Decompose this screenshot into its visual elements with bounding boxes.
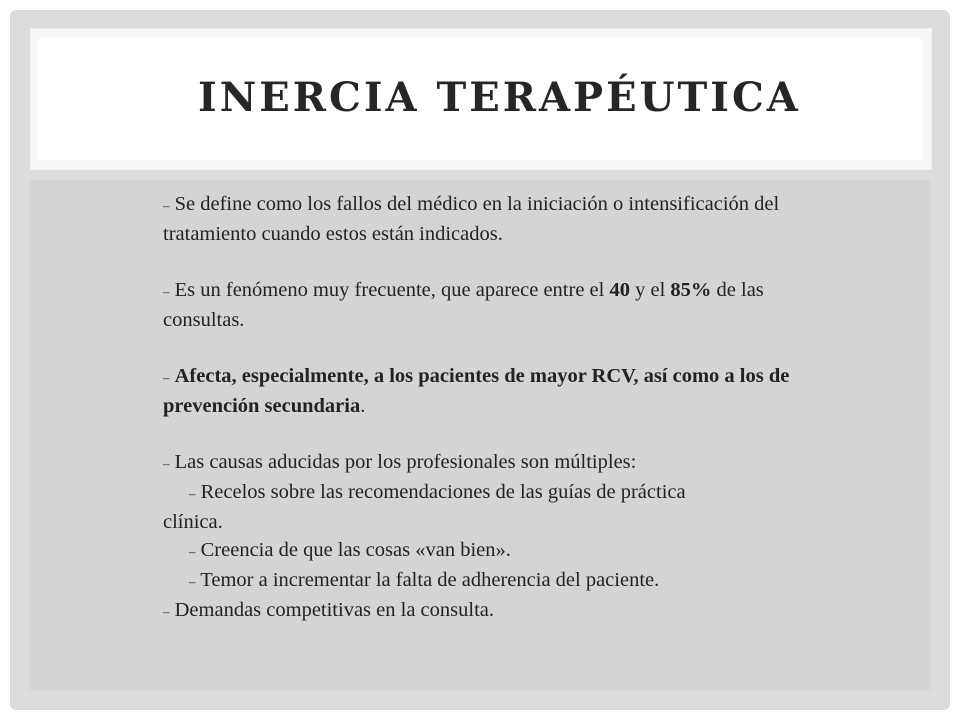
bullet-demands-text: Demandas competitivas en la consulta. bbox=[174, 599, 494, 621]
sub-bullet-adherence-text: Temor a incrementar la falta de adherencia del paciente. bbox=[200, 569, 660, 591]
sub-bullet-guidelines-continued: clínica. bbox=[163, 511, 223, 533]
sub-bullet-guidelines-text: Recelos sobre las recomendaciones de las guías de práctica bbox=[200, 481, 686, 503]
bullet-affects-text: Afecta, especialmente, a los pacientes de mayor RCV, así como a los de prevención secundaria bbox=[163, 365, 790, 417]
sub-bullet-belief-text: Creencia de que las cosas «van bien». bbox=[200, 539, 511, 561]
bullet-frequency-value-85: 85% bbox=[670, 279, 712, 301]
dash-bullet: – bbox=[163, 604, 170, 619]
bullet-causes bbox=[163, 448, 823, 478]
sub-bullet-belief bbox=[163, 536, 823, 566]
slide-title: INERCIA TERAPÉUTICA bbox=[198, 74, 801, 121]
sub-bullet-adherence bbox=[163, 566, 823, 596]
dash-bullet: – bbox=[163, 370, 170, 385]
dash-bullet: – bbox=[189, 574, 196, 589]
bullet-frequency-text-e: de las consultas. bbox=[163, 279, 764, 331]
bullet-frequency-text-c: y el bbox=[629, 279, 671, 301]
sub-bullet-guidelines bbox=[163, 478, 823, 508]
bullet-demands bbox=[163, 596, 823, 626]
bullet-definition-text: Se define como los fallos del médico en la iniciación o intensificación del tratamiento cuando estos están indicados. bbox=[163, 193, 780, 245]
bullet-frequency bbox=[163, 276, 823, 334]
slide-body bbox=[163, 190, 823, 626]
bullet-frequency-text-a: Es un fenómeno muy frecuente, que aparece entre el bbox=[174, 279, 610, 301]
bullet-affects bbox=[163, 362, 823, 420]
dash-bullet: – bbox=[189, 486, 196, 501]
dash-bullet: – bbox=[163, 456, 170, 471]
dash-bullet: – bbox=[163, 284, 170, 299]
bullet-affects-end: . bbox=[360, 395, 366, 417]
dash-bullet: – bbox=[163, 198, 170, 213]
bullet-definition bbox=[163, 190, 823, 248]
bullet-frequency-value-40: 40 bbox=[609, 279, 630, 301]
dash-bullet: – bbox=[189, 544, 196, 559]
bullet-causes-text: Las causas aducidas por los profesionales son múltiples: bbox=[174, 451, 637, 473]
